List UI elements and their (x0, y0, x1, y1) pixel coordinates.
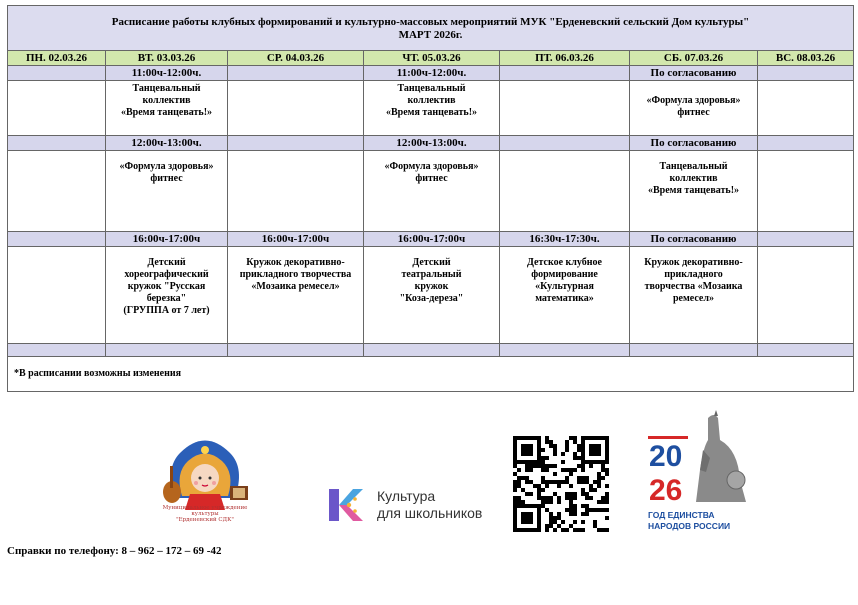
activity-line: березка" (146, 293, 187, 304)
qr-code-image (513, 436, 609, 532)
activity-cell (758, 151, 854, 232)
activity-line: Танцевальный (397, 83, 466, 94)
time-slot: 16:00ч-17:00ч (228, 232, 364, 247)
activity-cell (228, 151, 364, 232)
activity-line: Детский (412, 257, 451, 268)
activity-line: «Время танцевать!» (385, 107, 478, 118)
activity-line: Детское клубное (527, 257, 602, 268)
day-header: ЧТ. 05.03.26 (364, 51, 500, 66)
day-header: СР. 04.03.26 (228, 51, 364, 66)
activity-cell (500, 247, 630, 344)
activity-cell (758, 247, 854, 344)
day-header: ПН. 02.03.26 (8, 51, 106, 66)
activity-line: коллектив (407, 95, 456, 106)
time-row (8, 66, 854, 81)
activity-line: ремесел» (673, 293, 714, 304)
time-slot (8, 232, 106, 247)
schedule-title-line1: Расписание работы клубных формирований и культурно-массовых мероприятий МУК "Ерденевский сельский Дом культуры" (111, 16, 750, 28)
activity-line: «Формула здоровья» (384, 161, 479, 172)
days-row (8, 51, 854, 66)
activity-line: коллектив (142, 95, 191, 106)
activity-line: «Время танцевать!» (647, 185, 740, 196)
activity-cell (758, 81, 854, 136)
house-logo-caption: Муниципальное учреждение культуры "Ерденевский СДК" (162, 505, 248, 523)
activity-line: "Коза-дереза" (399, 293, 464, 304)
activity-cell (8, 81, 106, 136)
activity-line: фитнес (150, 173, 183, 184)
time-slot: 16:00ч-17:00ч (364, 232, 500, 247)
activity-line: «Время танцевать!» (120, 107, 213, 118)
kultura-k-icon (325, 485, 365, 525)
activity-line: кружок (414, 281, 449, 292)
schedule-title (8, 6, 854, 51)
time-slot: По согласованию (630, 232, 758, 247)
activity-cell (8, 247, 106, 344)
activity-cell (106, 81, 228, 136)
activity-cell (500, 151, 630, 232)
activity-cell (106, 247, 228, 344)
end-row (8, 344, 854, 357)
unity-text-line1: ГОД ЕДИНСТВА (648, 510, 715, 520)
schedule-table (7, 5, 854, 392)
activity-row (8, 247, 854, 344)
activity-line: «Мозаика ремесел» (251, 281, 340, 292)
unity-text-line2: НАРОДОВ РОССИИ (648, 521, 731, 531)
time-slot (758, 232, 854, 247)
activity-line: коллектив (669, 173, 718, 184)
activity-line: фитнес (415, 173, 448, 184)
activity-line: Детский (147, 257, 186, 268)
day-header: ВТ. 03.03.26 (106, 51, 228, 66)
activity-cell (106, 151, 228, 232)
phone-info: Справки по телефону: 8 – 962 – 172 – 69 -42 (7, 545, 222, 557)
time-slot: По согласованию (630, 66, 758, 81)
activity-line: «Культурная (535, 281, 594, 292)
activity-line: прикладного творчества (239, 269, 352, 280)
kultura-dlya-shkolnikov-logo (325, 485, 505, 527)
time-slot: По согласованию (630, 136, 758, 151)
activity-line: математика» (535, 293, 594, 304)
time-row (8, 232, 854, 247)
activity-line: Танцевальный (659, 161, 728, 172)
schedule-title-line2: МАРТ 2026г. (398, 29, 463, 41)
activity-line: прикладного (664, 269, 723, 280)
activity-line: творчества «Мозаика (644, 281, 743, 292)
activity-line: Кружок декоративно- (644, 257, 743, 268)
activity-line: театральный (401, 269, 462, 280)
schedule-note: *В расписании возможны изменения (8, 357, 854, 392)
qr-code[interactable] (513, 436, 609, 532)
time-slot: 11:00ч-12:00ч. (106, 66, 228, 81)
time-slot (228, 66, 364, 81)
activity-cell (630, 81, 758, 136)
time-slot: 12:00ч-13:00ч. (364, 136, 500, 151)
time-slot: 11:00ч-12:00ч. (364, 66, 500, 81)
activity-line (630, 83, 757, 95)
logos-area (0, 400, 858, 540)
time-slot (500, 66, 630, 81)
activity-line: формирование (531, 269, 598, 280)
day-header: ПТ. 06.03.26 (500, 51, 630, 66)
activity-line: «Формула здоровья» (646, 95, 741, 106)
activity-cell (8, 151, 106, 232)
time-row (8, 136, 854, 151)
activity-cell (228, 247, 364, 344)
activity-cell (500, 81, 630, 136)
activity-cell (364, 151, 500, 232)
activity-line: (ГРУППА от 7 лет) (123, 305, 210, 316)
activity-line: Кружок декоративно- (246, 257, 345, 268)
year-of-unity-emblem (648, 410, 758, 505)
activity-line: фитнес (677, 107, 710, 118)
activity-cell (630, 151, 758, 232)
time-slot (758, 66, 854, 81)
activity-line: Танцевальный (132, 83, 201, 94)
year-top-digits: 20 (649, 440, 683, 473)
time-slot (500, 136, 630, 151)
time-slot: 16:00ч-17:00ч (106, 232, 228, 247)
time-slot: 12:00ч-13:00ч. (106, 136, 228, 151)
kultura-text: Культура для школьников (377, 488, 483, 521)
day-header: ВС. 08.03.26 (758, 51, 854, 66)
activity-row (8, 151, 854, 232)
time-slot (8, 136, 106, 151)
activity-cell (364, 247, 500, 344)
house-of-culture-logo (150, 428, 260, 533)
time-slot: 16:30ч-17:30ч. (500, 232, 630, 247)
activity-cell (630, 247, 758, 344)
activity-cell (364, 81, 500, 136)
year-of-unity-logo (648, 410, 758, 532)
year-bottom-digits: 26 (649, 474, 683, 505)
time-slot (758, 136, 854, 151)
activity-line: хореографический (124, 269, 209, 280)
day-header: СБ. 07.03.26 (630, 51, 758, 66)
activity-line: «Формула здоровья» (119, 161, 214, 172)
activity-row (8, 81, 854, 136)
activity-cell (228, 81, 364, 136)
time-slot (8, 66, 106, 81)
time-slot (228, 136, 364, 151)
activity-line: кружок "Русская (127, 281, 206, 292)
